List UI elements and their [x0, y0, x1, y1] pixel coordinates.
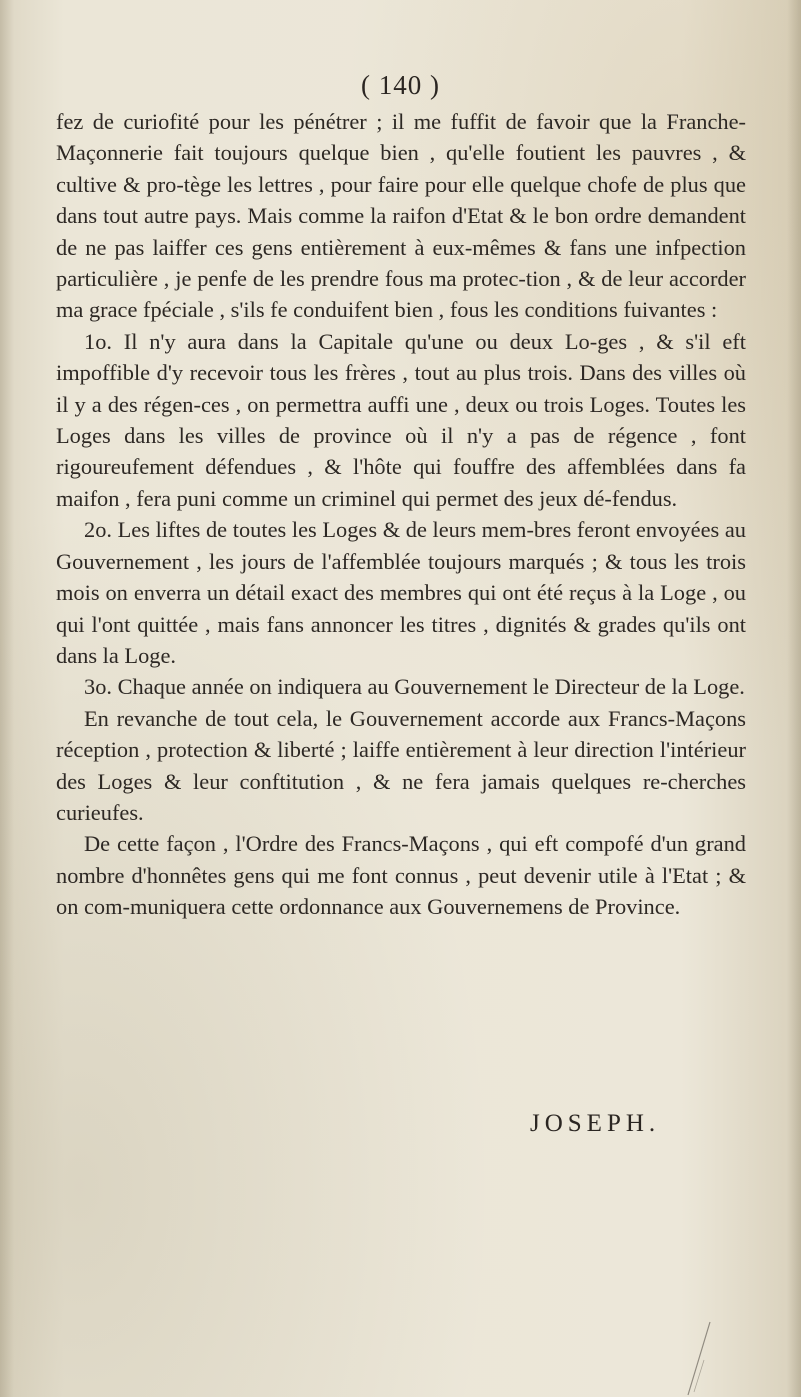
paragraph-in-return: En revanche de tout cela, le Gouvernement accorde aux Francs-Maçons réception , protection & liberté ; laiffe entièrement à leur direction l'intérieur des Loges & leur conftitution , & ne fera jamais quelques re-cherches curieufes. [56, 705, 746, 825]
signature: JOSEPH. [530, 1110, 661, 1137]
paragraph-article-1: 1o. Il n'y aura dans la Capitale qu'une ou deux Lo-ges , & s'il eft impoffible d'y recevoir tous les frères , tout au plus trois. Dans des villes où il y a des régen-ces , on permettra auffi une , deux ou trois Loges. Toutes les Loges dans les villes de province où il n'y a pas de régence , font rigoureufement défendues , & l'hôte qui fouffre des affemblées dans fa maifon , fera puni comme un criminel qui permet des jeux dé-fendus. [56, 328, 746, 511]
page-number: ( 140 ) [361, 70, 440, 100]
paragraph-intro: fez de curiofité pour les pénétrer ; il me fuffit de favoir que la Franche-Maçonnerie fait toujours quelque bien , qu'elle foutient les pauvres , & cultive & pro-tège les lettres , pour faire pour elle quelque chofe de plus que dans tout autre pays. Mais comme la raifon d'Etat & le bon ordre demandent de ne pas laiffer ces gens entièrement à eux-mêmes & fans une infpection particulière , je penfe de les prendre fous ma protec-tion , & de leur accorder ma grace fpéciale , s'ils fe conduifent bien , fous les conditions fuivantes : [56, 109, 746, 323]
paragraph-article-2: 2o. Les liftes de toutes les Loges & de leurs mem-bres feront envoyées au Gouvernement , les jours de l'affemblée toujours marqués ; & tous les trois mois on enverra un détail exact des membres qui ont été reçus à la Loge , ou qui l'ont quittée , mais fans annoncer les titres , dignités & grades qu'ils ont dans la Loge. [56, 517, 746, 668]
page-edge-left [0, 0, 14, 1397]
pencil-mark-icon [680, 1320, 720, 1397]
page-edge-right [787, 0, 801, 1397]
paragraph-article-3: 3o. Chaque année on indiquera au Gouvernement le Directeur de la Loge. [84, 674, 745, 700]
body-text [56, 106, 746, 923]
paragraph-conclusion: De cette façon , l'Ordre des Francs-Maçons , qui eft compofé d'un grand nombre d'honnêtes gens qui me font connus , peut devenir utile à l'Etat ; & on com-muniquera cette ordonnance aux Gouvernemens de Province. [56, 831, 746, 920]
